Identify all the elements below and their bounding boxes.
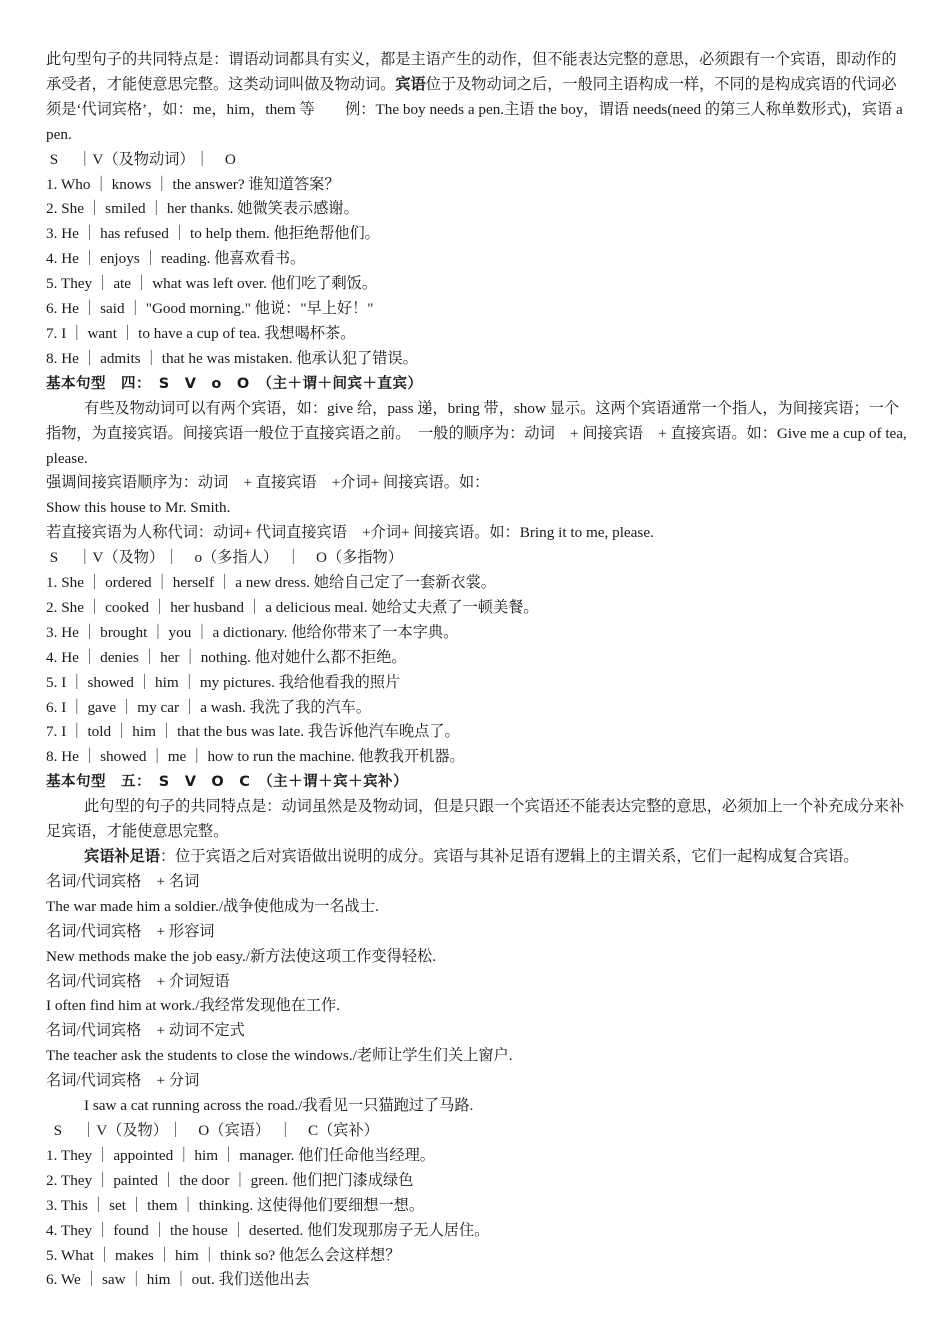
row-cell: told (87, 723, 112, 741)
example-row (46, 1268, 910, 1293)
row-cell: gave (87, 698, 117, 716)
column-divider: ｜ (119, 698, 135, 716)
row-cell: what was left over. 他们吃了剩饭。 (152, 275, 378, 293)
column-divider: ｜ (69, 673, 85, 691)
example-row (46, 322, 910, 347)
column-divider: ｜ (151, 1221, 167, 1239)
column-divider: ｜ (81, 225, 98, 243)
column-divider: ｜ (180, 1196, 196, 1214)
intro-bold-term: 宾语 (395, 75, 426, 93)
row-cell: thinking. 这使得他们要细想一想。 (198, 1196, 425, 1214)
row-cell: 1. She (46, 574, 84, 592)
row-cell: my car (137, 698, 180, 716)
column-divider: ｜ (127, 300, 143, 318)
example-row (46, 173, 910, 198)
column-divider: ｜ (69, 324, 85, 342)
row-cell: them (147, 1196, 178, 1214)
example-row (46, 272, 910, 297)
column-divider: ｜ (154, 175, 170, 193)
column-divider: ｜ (176, 1146, 192, 1164)
row-cell: 7. I (46, 723, 67, 741)
intro-paragraph (46, 48, 910, 148)
row-cell: 3. He (46, 623, 79, 641)
row-cell: herself (172, 574, 215, 592)
example-row (46, 1219, 910, 1244)
example-row (46, 646, 910, 671)
example-row (46, 197, 910, 222)
pattern-example: New methods make the job easy./新方法使这项工作变得轻松. (46, 947, 437, 965)
row-cell: her (160, 648, 180, 666)
column-divider: ｜ (128, 1196, 145, 1214)
row-cell: a wash. 我洗了我的汽车。 (200, 698, 372, 716)
row-cell: enjoys (100, 250, 140, 268)
row-cell: reading. 他喜欢看书。 (160, 250, 306, 268)
row-cell: me (167, 748, 187, 766)
column-divider: ｜ (86, 200, 103, 218)
example-row (46, 571, 910, 596)
column-divider: ｜ (134, 275, 150, 293)
row-cell: set (109, 1196, 126, 1214)
example-row (46, 1169, 910, 1194)
example-row (46, 1244, 910, 1269)
row-cell: you (168, 623, 192, 641)
column-divider: ｜ (201, 1246, 217, 1264)
row-cell: admits (100, 349, 141, 367)
row-cell: nothing. 他对她什么都不拒绝。 (200, 648, 407, 666)
column-divider: ｜ (173, 1271, 189, 1289)
column-divider: ｜ (136, 673, 153, 691)
column-divider: ｜ (156, 1246, 172, 1264)
svoc-example-list (46, 1144, 910, 1293)
column-divider: ｜ (181, 673, 197, 691)
svoo-example-list (46, 571, 910, 770)
svoc-pattern-list (46, 870, 910, 1119)
column-divider: ｜ (182, 648, 198, 666)
column-divider: ｜ (217, 574, 233, 592)
row-cell: saw (101, 1271, 126, 1289)
row-cell: that he was mistaken. 他承认犯了错误。 (161, 349, 418, 367)
row-cell: a dictionary. 他给你带来了一本字典。 (212, 623, 459, 641)
row-cell: "Good morning." 他说："早上好！" (145, 300, 374, 318)
row-cell: 1. They (46, 1146, 93, 1164)
row-cell: 5. What (46, 1246, 94, 1264)
column-divider: ｜ (152, 598, 168, 616)
row-cell: smiled (105, 200, 146, 218)
svoo-line-2: 强调间接宾语顺序为：动词 + 直接宾语 +介词+ 间接宾语。如： (46, 474, 490, 492)
example-row (46, 596, 910, 621)
column-divider: ｜ (86, 574, 103, 592)
svoc-bold-term: 宾语补足语 (84, 848, 160, 865)
pattern-label: 名词/代词宾格 + 分词 (46, 1072, 200, 1090)
example-row (46, 1144, 910, 1169)
svoc-definition (46, 845, 910, 870)
column-divider: ｜ (90, 1196, 107, 1214)
row-cell: appointed (113, 1146, 174, 1164)
svoc-definition-text: ：位于宾语之后对宾语做出说明的成分。宾语与其补足语有逻辑上的主谓关系，它们一起构成复合宾语。 (159, 848, 859, 865)
column-divider: ｜ (148, 200, 164, 218)
row-cell: 2. She (46, 598, 84, 616)
example-row (46, 347, 910, 372)
column-divider: ｜ (86, 598, 103, 616)
svo-header: S ｜V（及物动词）｜ O (46, 150, 236, 168)
pattern-example: I saw a cat running across the road./我看见一只猫跑过了马路. (84, 1097, 474, 1115)
row-cell: him (175, 1246, 199, 1264)
row-cell: found (113, 1221, 149, 1239)
column-divider: ｜ (221, 1146, 237, 1164)
column-divider: ｜ (81, 300, 98, 318)
row-cell: 5. They (46, 275, 93, 293)
svoo-line-4: 若直接宾语为人称代词：动词+ 代词直接宾语 +介词+ 间接宾语。如：Bring it to me, please. (46, 524, 654, 542)
row-cell: 8. He (46, 748, 79, 766)
row-cell: him (132, 723, 156, 741)
column-divider: ｜ (114, 723, 130, 741)
row-cell: to help them. 他拒绝帮他们。 (190, 225, 380, 243)
row-cell: a delicious meal. 她给丈夫煮了一顿美餐。 (265, 598, 539, 616)
example-row (46, 1194, 910, 1219)
row-cell: 4. He (46, 250, 79, 268)
example-row (46, 621, 910, 646)
column-divider: ｜ (141, 648, 158, 666)
column-divider: ｜ (83, 1271, 99, 1289)
pattern-example: I often find him at work./我经常发现他在工作. (46, 997, 341, 1015)
column-divider: ｜ (95, 275, 111, 293)
column-divider: ｜ (143, 349, 159, 367)
column-divider: ｜ (95, 1146, 111, 1164)
row-cell: to have a cup of tea. 我想喝杯茶。 (138, 324, 356, 342)
svoc-header: S ｜V（及物）｜ O（宾语） ｜ C（宾补） (46, 1121, 379, 1139)
row-cell: out. 我们送他出去 (191, 1271, 310, 1289)
section-title-svoc: 基本句型 五： S V O C （主＋谓＋宾＋宾补） (46, 774, 409, 791)
example-row (46, 671, 910, 696)
pattern-label: 名词/代词宾格 + 名词 (46, 872, 200, 890)
pattern-label: 名词/代词宾格 + 形容词 (46, 922, 215, 940)
row-cell: 6. I (46, 698, 67, 716)
example-row (46, 696, 910, 721)
example-row (46, 745, 910, 770)
row-cell: a new dress. 她给自己定了一套新衣裳。 (235, 574, 496, 592)
svo-example-list (46, 173, 910, 372)
row-cell: 3. He (46, 225, 79, 243)
row-cell: think so? 他怎么会这样想？ (219, 1246, 401, 1264)
column-divider: ｜ (230, 1221, 246, 1239)
row-cell: that the bus was late. 我告诉他汽车晚点了。 (177, 723, 460, 741)
column-divider: ｜ (119, 324, 136, 342)
intro-text-a: 此句型句子的共同特点是：谓语动词都具有实义，都是主语产生的动作，但不能表达完整的意思，必须跟有一个宾语，即动作的承受者，才能使意思完整。这类动词叫做及物动词。 (46, 51, 897, 93)
row-cell: green. 他们把门漆成绿色 (250, 1171, 414, 1189)
row-cell: denies (100, 648, 139, 666)
column-divider: ｜ (154, 574, 170, 592)
column-divider: ｜ (95, 1171, 111, 1189)
example-row (46, 247, 910, 272)
column-divider: ｜ (95, 1221, 111, 1239)
column-divider: ｜ (232, 1171, 248, 1189)
column-divider: ｜ (161, 1171, 177, 1189)
row-cell: 6. He (46, 300, 79, 318)
pattern-label: 名词/代词宾格 + 介词短语 (46, 972, 230, 990)
row-cell: makes (115, 1246, 154, 1264)
row-cell: 1. Who (46, 175, 91, 193)
row-cell: want (87, 324, 117, 342)
section-title-svoo: 基本句型 四： S V o O （主＋谓＋间宾＋直宾） (46, 375, 423, 392)
column-divider: ｜ (128, 1271, 144, 1289)
column-divider: ｜ (158, 723, 175, 741)
row-cell: him (194, 1146, 219, 1164)
row-cell: 3. This (46, 1196, 88, 1214)
row-cell: showed (87, 673, 134, 691)
row-cell: him (146, 1271, 171, 1289)
row-cell: how to run the machine. 他教我开机器。 (207, 748, 465, 766)
row-cell: her husband (170, 598, 245, 616)
pattern-example: The war made him a soldier./战争使他成为一名战士. (46, 897, 379, 915)
example-row (46, 222, 910, 247)
row-cell: the door (179, 1171, 230, 1189)
row-cell: brought (100, 623, 148, 641)
row-cell: painted (113, 1171, 159, 1189)
row-cell: knows (111, 175, 152, 193)
row-cell: 2. They (46, 1171, 93, 1189)
row-cell: the house (169, 1221, 228, 1239)
svoo-header: S ｜V（及物）｜ o（多指人） ｜ O（多指物） (46, 549, 403, 567)
row-cell: 4. He (46, 648, 79, 666)
row-cell: 4. They (46, 1221, 93, 1239)
row-cell: my pictures. 我给他看我的照片 (199, 673, 401, 691)
svoc-paragraph: 此句型的句子的共同特点是：动词虽然是及物动词，但是只跟一个宾语还不能表达完整的意思，必须加上一个补充成分来补足宾语，才能使意思完整。 (46, 798, 905, 841)
pattern-label: 名词/代词宾格 + 动词不定式 (46, 1022, 245, 1040)
column-divider: ｜ (189, 748, 205, 766)
row-cell: 7. I (46, 324, 67, 342)
row-cell: her thanks. 她微笑表示感谢。 (166, 200, 359, 218)
column-divider: ｜ (171, 225, 188, 243)
row-cell: 8. He (46, 349, 79, 367)
column-divider: ｜ (69, 723, 85, 741)
column-divider: ｜ (81, 349, 98, 367)
example-row (46, 297, 910, 322)
column-divider: ｜ (194, 623, 210, 641)
column-divider: ｜ (247, 598, 263, 616)
column-divider: ｜ (93, 175, 109, 193)
example-row (46, 720, 910, 745)
row-cell: him (155, 673, 179, 691)
svoo-paragraph: 有些及物动词可以有两个宾语，如：give 给，pass 递，bring 带，show 显示。这两个宾语通常一个指人，为间接宾语；一个指物，为直接宾语。间接宾语一般位于直接宾语之前。 一般的顺序为：动词 + 间接宾语 + 直接宾语。如：Give me a cup of tea, please. (46, 399, 907, 467)
column-divider: ｜ (96, 1246, 112, 1264)
row-cell: 5. I (46, 673, 67, 691)
intro-text-b: 位于及物动词之后，一般同主语构成一样，不同的是构成宾语的代词必须是‘代词宾格’，如：me，him，them 等 例：The boy needs a pen.主语 the boy，谓语 needs(need 的第三人称单数形式)，宾语 a pen. (46, 75, 903, 143)
column-divider: ｜ (81, 748, 98, 766)
row-cell: cooked (105, 598, 150, 616)
column-divider: ｜ (81, 648, 98, 666)
column-divider: ｜ (182, 698, 198, 716)
row-cell: 2. She (46, 200, 84, 218)
row-cell: deserted. 他们发现那房子无人居住。 (248, 1221, 490, 1239)
row-cell: ate (113, 275, 132, 293)
row-cell: said (100, 300, 125, 318)
column-divider: ｜ (81, 250, 98, 268)
row-cell: 6. We (46, 1271, 81, 1289)
row-cell: the answer? 谁知道答案？ (172, 175, 340, 193)
column-divider: ｜ (81, 623, 98, 641)
column-divider: ｜ (149, 748, 165, 766)
column-divider: ｜ (150, 623, 166, 641)
row-cell: showed (100, 748, 147, 766)
row-cell: has refused (100, 225, 169, 243)
svoo-line-3: Show this house to Mr. Smith. (46, 499, 231, 517)
row-cell: ordered (105, 574, 152, 592)
pattern-example: The teacher ask the students to close the windows./老师让学生们关上窗户. (46, 1047, 513, 1065)
column-divider: ｜ (69, 698, 85, 716)
row-cell: manager. 他们任命他当经理。 (239, 1146, 435, 1164)
column-divider: ｜ (142, 250, 158, 268)
